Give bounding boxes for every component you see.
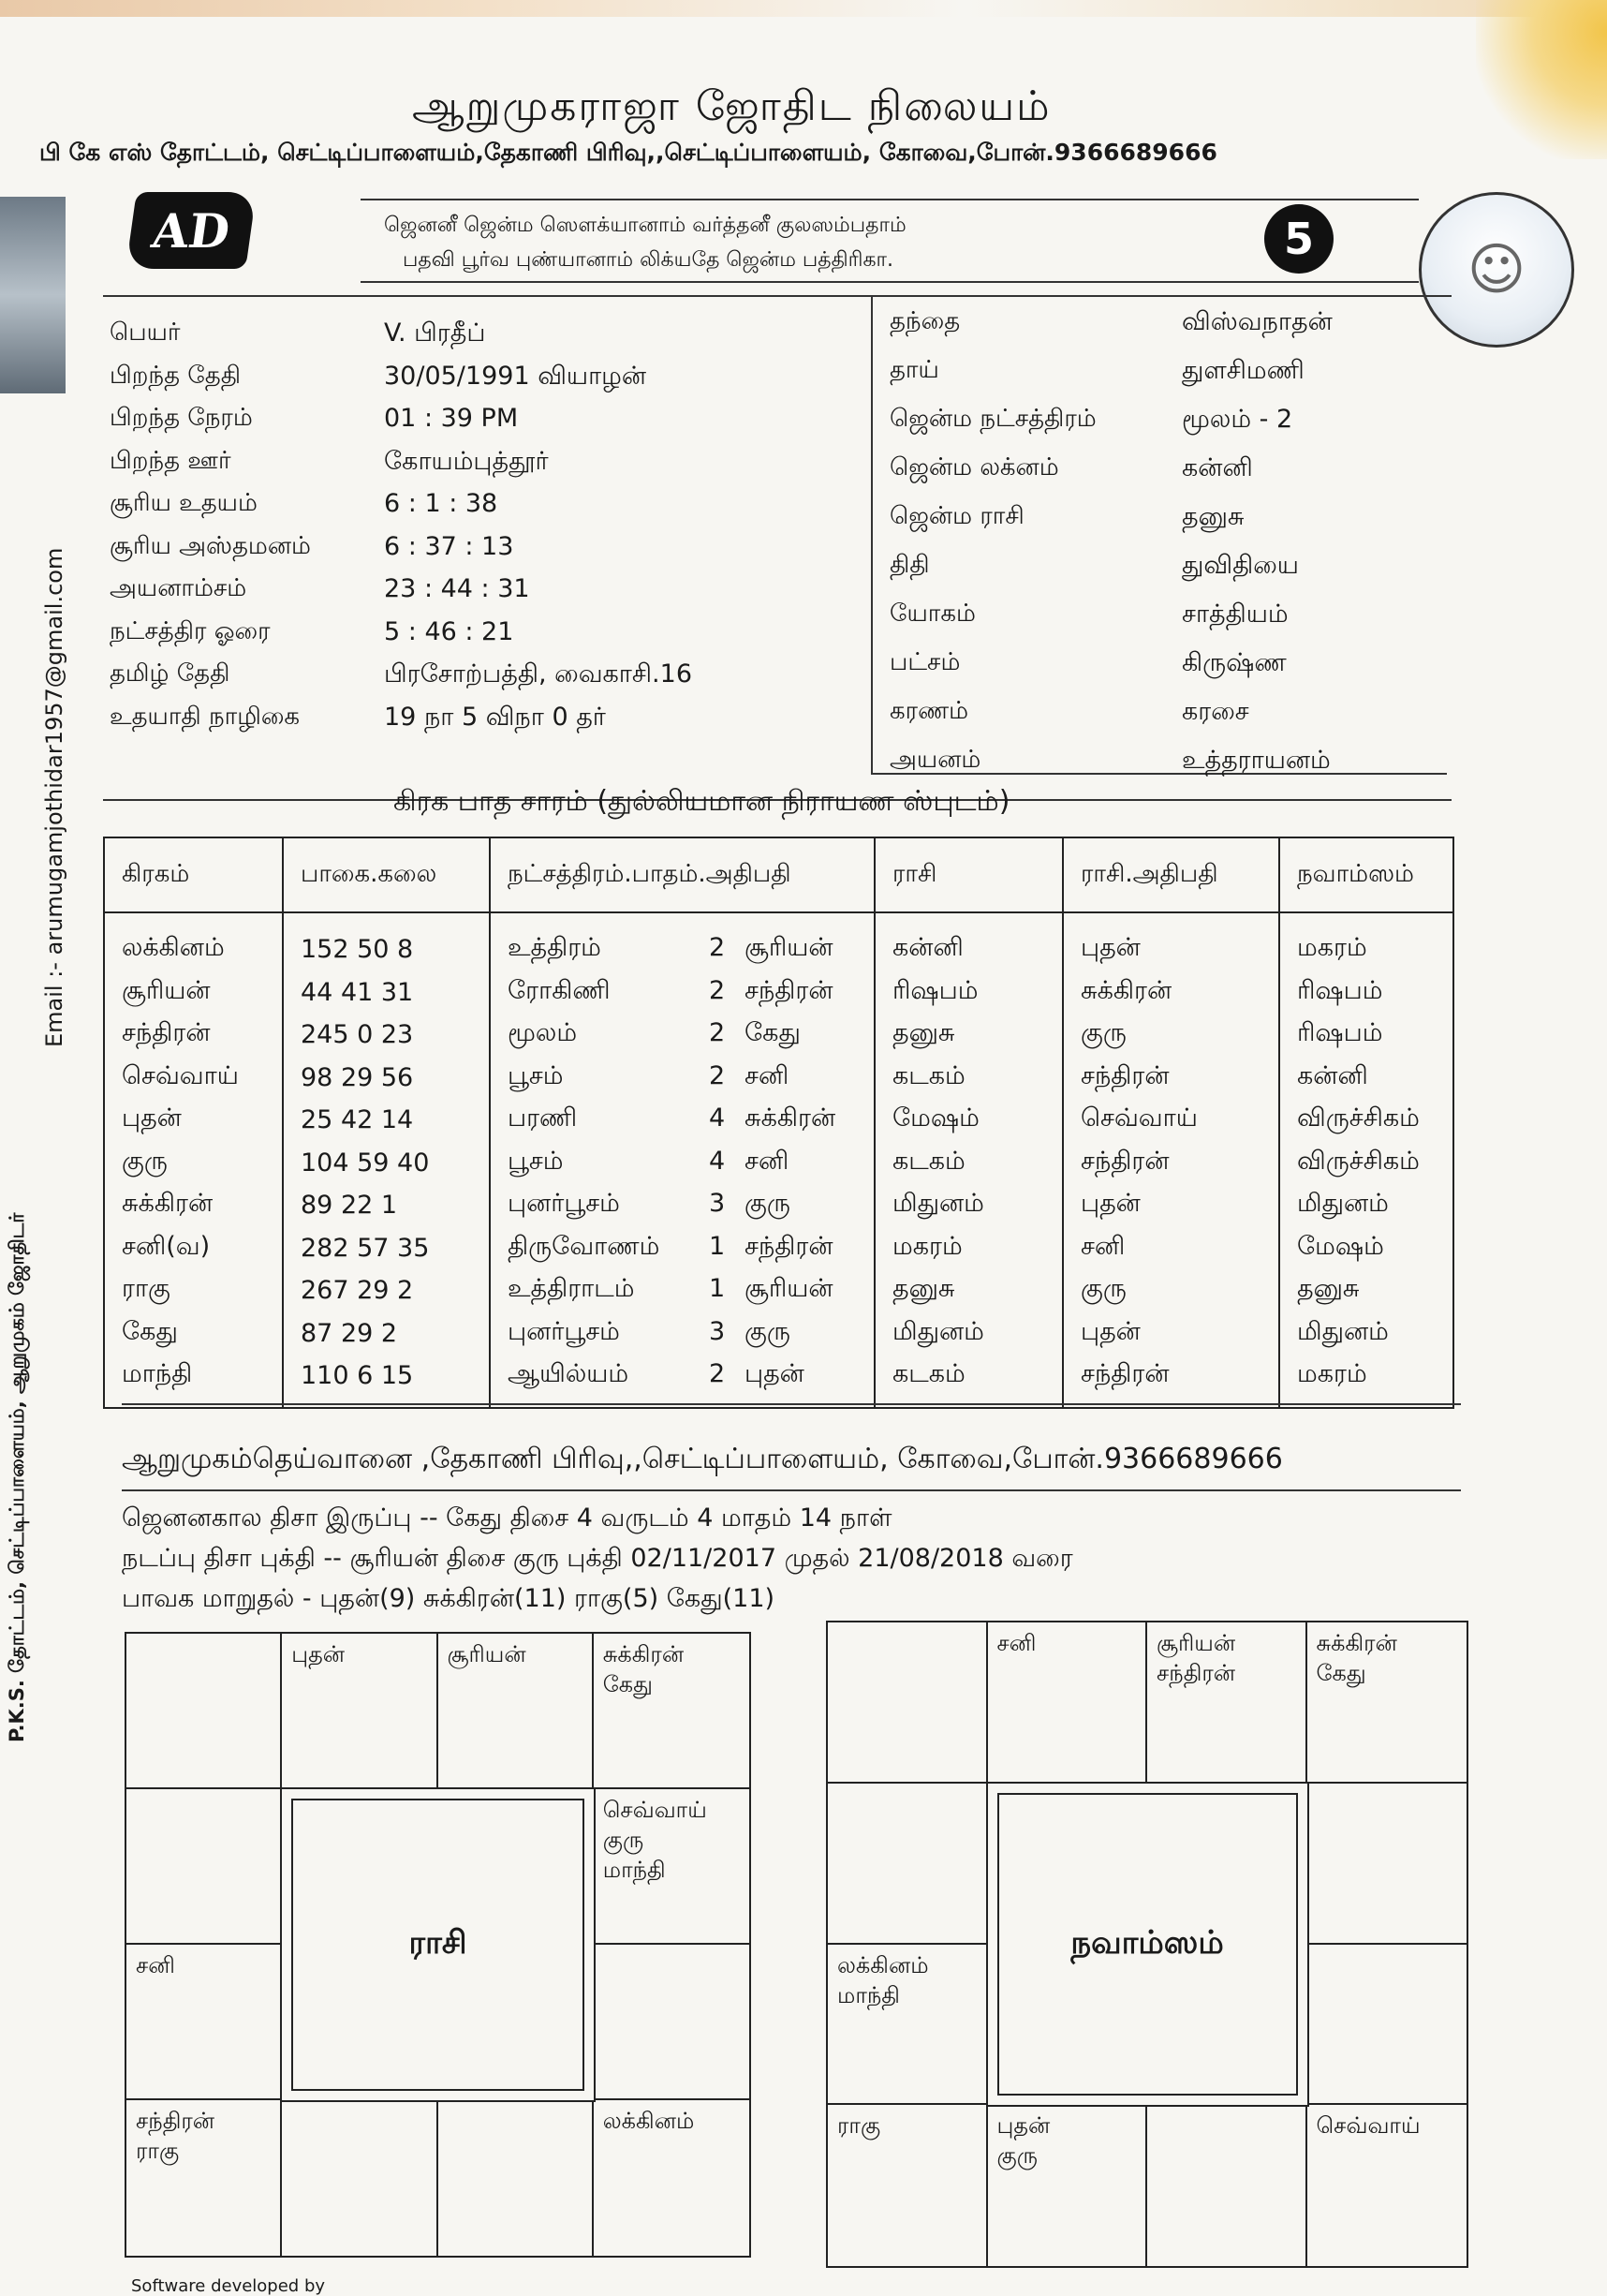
chart-house-cell: சந்திரன் ராகு: [126, 2100, 282, 2256]
graha-cell: சனி(வ): [104, 1227, 283, 1270]
star-cell: [490, 1227, 875, 1270]
star-pada: 2: [709, 1060, 726, 1090]
star-cell: [490, 1057, 875, 1100]
chart-house-cell: [126, 1634, 282, 1789]
table-row: [104, 912, 1453, 971]
bhava-change: பாவக மாறுதல் - புதன்(9) சுக்கிரன்(11) ராகு(5) கேது(11): [122, 1584, 775, 1613]
navamsa-cell: ரிஷபம்: [1279, 1014, 1453, 1057]
chart-house-cell: ராகு: [828, 2105, 988, 2266]
star-name: மூலம்: [508, 1018, 578, 1048]
ad-logo: AD: [125, 192, 257, 269]
star-cell: [490, 1355, 875, 1408]
birth_details_right-value: கரசை: [1182, 697, 1249, 726]
birth_details_left-value: V. பிரதீப்: [384, 318, 486, 348]
star-pada: 4: [709, 1104, 726, 1133]
graha-cell: செவ்வாய்: [104, 1057, 283, 1100]
chart-house-cell: [438, 2100, 594, 2256]
birth_details_left-value: 30/05/1991 வியாழன்: [384, 361, 647, 391]
rasi-cell: கடகம்: [875, 1142, 1063, 1185]
current-dasa: நடப்பு திசா புக்தி -- சூரியன் திசை குரு புக்தி 02/11/2017 முதல் 21/08/2018 வரை: [122, 1544, 1073, 1573]
graha-cell: ராகு: [104, 1269, 283, 1312]
rasi-lord-cell: புதன்: [1063, 912, 1279, 971]
birth_details_right-label: பட்சம்: [890, 648, 961, 676]
rasi-cell: தனுசு: [875, 1014, 1063, 1057]
birth_details_right-label: தந்தை: [890, 307, 961, 335]
star-name: ஆயில்யம்: [508, 1359, 629, 1389]
chart-house-cell: [828, 1622, 988, 1784]
rasi-chart: [125, 1632, 751, 2258]
rasi-cell: மேஷம்: [875, 1099, 1063, 1142]
rasi-lord-cell: சந்திரன்: [1063, 1142, 1279, 1185]
footer-address: ஆறுமுகம்தெய்வானை ,தேகாணி பிரிவு,,செட்டிப்பாளையம், கோவை,போன்.9366689666: [122, 1443, 1283, 1475]
star-lord: கேது: [745, 1018, 801, 1048]
birth_details_left-value: கோயம்புத்தூர்: [384, 446, 549, 476]
star-lord: குரு: [745, 1316, 790, 1346]
side-email: Email :- arumugamjothidar1957@gmail.com: [41, 547, 67, 1047]
deity-image-icon: ☺: [1419, 192, 1574, 348]
degree-cell: 152 50 8: [283, 912, 490, 971]
rasi-lord-cell: புதன்: [1063, 1312, 1279, 1355]
star-lord: சூரியன்: [745, 1274, 833, 1304]
chart-house-cell: புதன் குரு: [988, 2105, 1148, 2266]
star-name: பூசம்: [508, 1146, 564, 1176]
birth_details_left-value: 01 : 39 PM: [384, 404, 519, 433]
dasa-balance: ஜெனனகால திசா இருப்பு -- கேது திசை 4 வருடம் 4 மாதம் 14 நாள்: [122, 1504, 892, 1533]
graha-cell: சூரியன்: [104, 971, 283, 1015]
birth_details_right-value: உத்தராயனம்: [1182, 746, 1331, 775]
birth_details_right-label: யோகம்: [890, 600, 976, 628]
col-graha: கிரகம்: [104, 837, 283, 912]
header-address: பி கே எஸ் தோட்டம், செட்டிப்பாளையம்,தேகாணி பிரிவு,,செட்டிப்பாளையம், கோவை,போன்.9366689666: [39, 139, 1217, 166]
col-star: நட்சத்திரம்.பாதம்.அதிபதி: [490, 837, 875, 912]
graha-cell: குரு: [104, 1142, 283, 1185]
paper-stain-corner: [1476, 0, 1607, 159]
star-name: ரோகிணி: [508, 975, 611, 1005]
navamsa-cell: விருச்சிகம்: [1279, 1142, 1453, 1185]
birth_details_left-label: நட்சத்திர ஓரை: [110, 616, 271, 645]
planet-table: [103, 837, 1454, 1409]
degree-cell: 98 29 56: [283, 1057, 490, 1100]
birth_details_left-value: 5 : 46 : 21: [384, 616, 514, 646]
col-navamsa: நவாம்ஸம்: [1279, 837, 1453, 912]
navamsa-cell: மகரம்: [1279, 1355, 1453, 1408]
star-lord: சனி: [745, 1146, 789, 1176]
star-cell: [490, 1312, 875, 1355]
planet-table-header: [104, 837, 1453, 912]
birth_details_right-label: திதி: [890, 551, 930, 579]
birth_details_left-label: பெயர்: [110, 318, 181, 347]
navamsa-cell: விருச்சிகம்: [1279, 1099, 1453, 1142]
degree-cell: 89 22 1: [283, 1184, 490, 1227]
star-cell: [490, 1184, 875, 1227]
degree-cell: 87 29 2: [283, 1312, 490, 1355]
star-cell: [490, 1142, 875, 1185]
star-cell: [490, 912, 875, 971]
birth_details_left-value: பிரசோற்பத்தி, வைகாசி.16: [384, 659, 692, 689]
birth_details_left-value: 19 நா 5 விநா 0 தர்: [384, 702, 606, 732]
rasi-lord-cell: செவ்வாய்: [1063, 1099, 1279, 1142]
birth_details_left-label: தமிழ் தேதி: [110, 659, 230, 688]
address-divider-bottom: [122, 1489, 1461, 1491]
star-cell: [490, 971, 875, 1015]
col-rasi-lord: ராசி.அதிபதி: [1063, 837, 1279, 912]
birth_details_right-label: அயனம்: [890, 746, 981, 774]
rasi-cell: மிதுனம்: [875, 1312, 1063, 1355]
star-pada: 1: [709, 1274, 726, 1304]
table-row: [104, 1269, 1453, 1312]
navamsa-cell: மகரம்: [1279, 912, 1453, 971]
rasi-cell: ரிஷபம்: [875, 971, 1063, 1015]
table-row: [104, 1312, 1453, 1355]
birth_details_left-value: 6 : 1 : 38: [384, 489, 498, 518]
chart-house-cell: [282, 2100, 437, 2256]
graha-cell: சந்திரன்: [104, 1014, 283, 1057]
star-name: உத்திராடம்: [508, 1274, 635, 1304]
birth_details_left-label: சூரிய உதயம்: [110, 489, 258, 517]
rasi-lord-cell: சந்திரன்: [1063, 1355, 1279, 1408]
details-divider-top: [103, 295, 1452, 297]
birth_details_right-value: கன்னி: [1182, 453, 1253, 482]
star-lord: சனி: [745, 1060, 789, 1090]
star-pada: 2: [709, 933, 726, 963]
star-cell: [490, 1099, 875, 1142]
birth_details_right-value: சாத்தியம்: [1182, 600, 1289, 629]
degree-cell: 104 59 40: [283, 1142, 490, 1185]
chart-center-label: ராசி: [291, 1799, 584, 2091]
star-pada: 4: [709, 1146, 726, 1176]
star-pada: 3: [709, 1189, 726, 1219]
table-row: [104, 1057, 1453, 1100]
birth_details_left-label: சூரிய அஸ்தமனம்: [110, 531, 311, 560]
star-pada: 3: [709, 1316, 726, 1346]
chart-house-cell: [594, 1945, 749, 2100]
rasi-cell: மகரம்: [875, 1227, 1063, 1270]
star-name: உத்திரம்: [508, 933, 601, 963]
table-row: [104, 1227, 1453, 1270]
chart-house-cell: [126, 1789, 282, 1945]
birth_details_right-value: துளசிமணி: [1182, 356, 1305, 385]
navamsa-cell: கன்னி: [1279, 1057, 1453, 1100]
birth_details_left-label: பிறந்த நேரம்: [110, 404, 253, 432]
star-pada: 2: [709, 1359, 726, 1389]
rasi-lord-cell: சனி: [1063, 1227, 1279, 1270]
table-row: [104, 1184, 1453, 1227]
star-cell: [490, 1269, 875, 1312]
navamsa-cell: மிதுனம்: [1279, 1312, 1453, 1355]
rasi-cell: மிதுனம்: [875, 1184, 1063, 1227]
star-name: புனர்பூசம்: [508, 1189, 620, 1219]
chart-center-label: நவாம்ஸம்: [997, 1793, 1298, 2096]
star-lord: சுக்கிரன்: [745, 1104, 836, 1133]
sloka-line-1: ஜெனனீ ஜென்ம ஸௌக்யானாம் வர்த்தனீ குலஸம்பதாம்: [384, 214, 907, 237]
rasi-lord-cell: குரு: [1063, 1014, 1279, 1057]
table-row: [104, 971, 1453, 1015]
birth_details_left-label: பிறந்த தேதி: [110, 361, 241, 390]
navamsa-cell: மேஷம்: [1279, 1227, 1453, 1270]
software-note: Software developed by: [131, 2276, 326, 2296]
rasi-lord-cell: குரு: [1063, 1269, 1279, 1312]
planet-table-title: கிரக பாத சாரம் (துல்லியமான நிராயண ஸ்புடம்): [393, 785, 1010, 818]
star-name: புனர்பூசம்: [508, 1316, 620, 1346]
chart-house-cell: செவ்வாய் குரு மாந்தி: [594, 1789, 749, 1945]
chart-house-cell: சூரியன்: [438, 1634, 594, 1789]
table-row: [104, 1355, 1453, 1408]
birth_details_right-label: தாய்: [890, 356, 939, 384]
star-name: பூசம்: [508, 1060, 564, 1090]
chart-house-cell: [828, 1784, 988, 1945]
birth_details_left-label: பிறந்த ஊர்: [110, 446, 231, 475]
birth_details_right-label: ஜென்ம ராசி: [890, 502, 1025, 530]
star-lord: சந்திரன்: [745, 975, 833, 1005]
star-pada: 2: [709, 1018, 726, 1048]
chart-house-cell: சுக்கிரன் கேது: [594, 1634, 749, 1789]
paper-stain-top: [0, 0, 1607, 17]
navamsa-cell: மிதுனம்: [1279, 1184, 1453, 1227]
side-address: P.K.S. தோட்டம், செட்டிப்பாளையம், ஆறுமுகம் ஜோதிடர்: [6, 1212, 28, 1742]
details-divider-vertical: [871, 295, 873, 775]
chart-house-cell: சனி: [988, 1622, 1148, 1784]
col-degree: பாகை.கலை: [283, 837, 490, 912]
graha-cell: லக்கினம்: [104, 912, 283, 971]
chart-house-cell: சனி: [126, 1945, 282, 2100]
header-divider-top: [361, 199, 1419, 200]
graha-cell: சுக்கிரன்: [104, 1184, 283, 1227]
chart-house-cell: புதன்: [282, 1634, 437, 1789]
sloka-line-2: பதவி பூர்வ புண்யானாம் லிக்யதே ஜென்ம பத்திரிகா.: [403, 248, 894, 272]
col-rasi: ராசி: [875, 837, 1063, 912]
birth_details_left-label: உதயாதி நாழிகை: [110, 702, 301, 731]
star-lord: சந்திரன்: [745, 1231, 833, 1261]
birth_details_left-value: 6 : 37 : 13: [384, 531, 514, 561]
degree-cell: 25 42 14: [283, 1099, 490, 1142]
graha-cell: மாந்தி: [104, 1355, 283, 1408]
star-cell: [490, 1014, 875, 1057]
degree-cell: 110 6 15: [283, 1355, 490, 1408]
side-strip: [0, 197, 66, 393]
navamsa-chart: [826, 1621, 1468, 2268]
birth_details_right-label: ஜென்ம லக்னம்: [890, 453, 1059, 481]
birth_details_right-value: கிருஷ்ண: [1182, 648, 1287, 677]
birth_details_right-label: ஜென்ம நட்சத்திரம்: [890, 405, 1097, 433]
degree-cell: 282 57 35: [283, 1227, 490, 1270]
table-row: [104, 1099, 1453, 1142]
address-divider-top: [122, 1403, 1461, 1405]
rasi-lord-cell: சந்திரன்: [1063, 1057, 1279, 1100]
chart-house-cell: [1147, 2105, 1307, 2266]
birth_details_left-value: 23 : 44 : 31: [384, 574, 530, 603]
number-badge: 5: [1264, 204, 1334, 274]
rasi-cell: கடகம்: [875, 1057, 1063, 1100]
chart-house-cell: சுக்கிரன் கேது: [1307, 1622, 1467, 1784]
birth_details_right-value: துவிதியை: [1182, 551, 1299, 580]
star-lord: குரு: [745, 1189, 790, 1219]
graha-cell: புதன்: [104, 1099, 283, 1142]
chart-house-cell: லக்கினம் மாந்தி: [828, 1945, 988, 2106]
navamsa-cell: தனுசு: [1279, 1269, 1453, 1312]
header-divider-bottom: [361, 281, 1419, 283]
graha-cell: கேது: [104, 1312, 283, 1355]
star-name: திருவோணம்: [508, 1231, 660, 1261]
rasi-lord-cell: சுக்கிரன்: [1063, 971, 1279, 1015]
birth_details_left-label: அயனாம்சம்: [110, 574, 247, 602]
chart-house-cell: சூரியன் சந்திரன்: [1147, 1622, 1307, 1784]
rasi-lord-cell: புதன்: [1063, 1184, 1279, 1227]
table-row: [104, 1142, 1453, 1185]
table-row: [104, 1014, 1453, 1057]
star-lord: புதன்: [745, 1359, 804, 1389]
birth_details_right-value: தனுசு: [1182, 502, 1245, 531]
star-pada: 1: [709, 1231, 726, 1261]
rasi-cell: கன்னி: [875, 912, 1063, 971]
chart-house-cell: [1307, 1784, 1467, 1945]
star-pada: 2: [709, 975, 726, 1005]
degree-cell: 245 0 23: [283, 1014, 490, 1057]
star-lord: சூரியன்: [745, 933, 833, 963]
birth_details_right-value: விஸ்வநாதன்: [1182, 307, 1333, 336]
rasi-cell: கடகம்: [875, 1355, 1063, 1408]
chart-house-cell: [1307, 1945, 1467, 2106]
chart-house-cell: செவ்வாய்: [1316, 2112, 1421, 2140]
degree-cell: 44 41 31: [283, 971, 490, 1015]
birth_details_right-label: கரணம்: [890, 697, 969, 725]
page-title: ஆறுமுகராஜா ஜோதிட நிலையம்: [412, 82, 1052, 130]
rasi-cell: தனுசு: [875, 1269, 1063, 1312]
star-name: பரணி: [508, 1104, 578, 1133]
navamsa-cell: ரிஷபம்: [1279, 971, 1453, 1015]
chart-house-cell: லக்கினம்: [602, 2108, 695, 2134]
degree-cell: 267 29 2: [283, 1269, 490, 1312]
birth_details_right-value: மூலம் - 2: [1182, 405, 1293, 434]
